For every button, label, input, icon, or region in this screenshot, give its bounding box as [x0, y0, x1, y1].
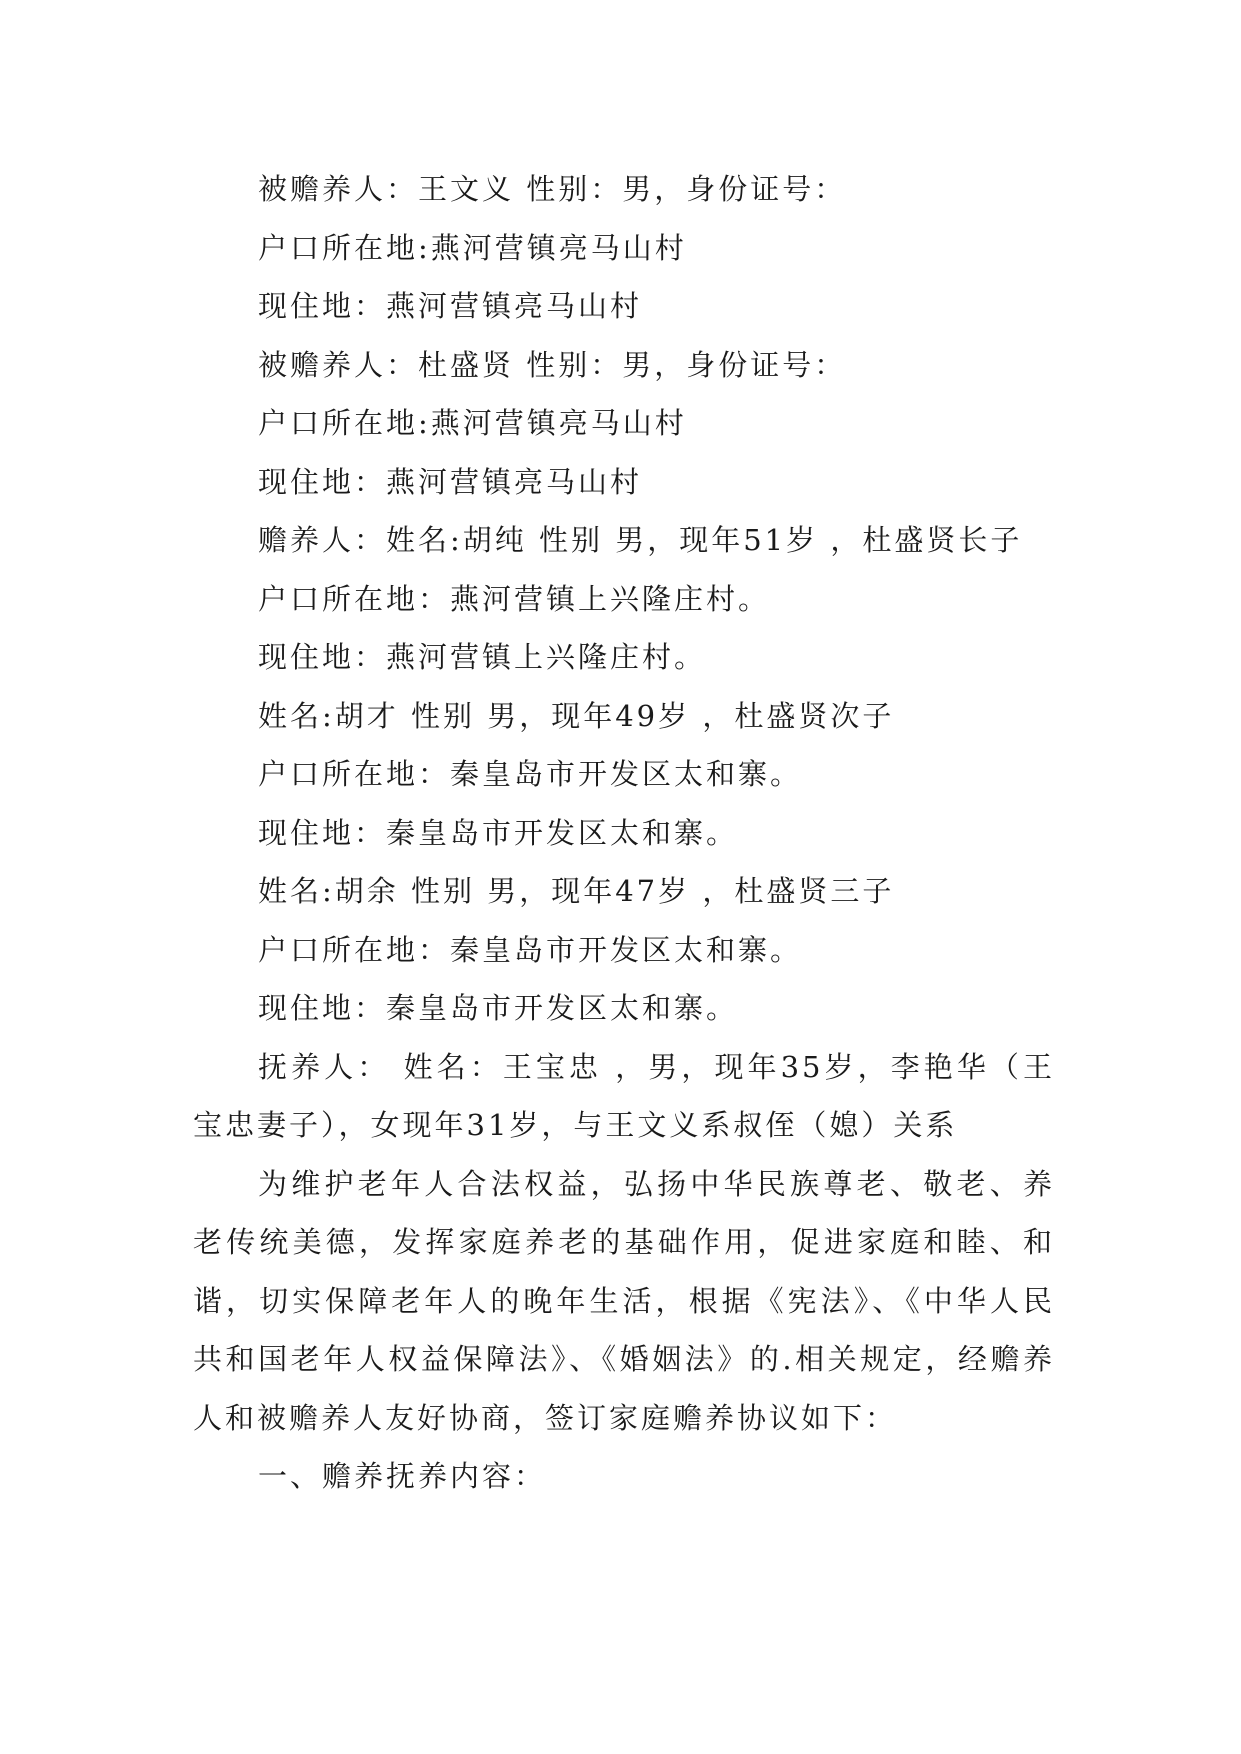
- supporter-1-paragraph: 赡养人：姓名:胡纯 性别 男，现年51岁 ，杜盛贤长子: [258, 523, 1023, 557]
- supporter-1-hukou: 户口所在地：燕河营镇上兴隆庄村。: [258, 581, 771, 616]
- dependent-2-residence: 现住地：燕河营镇亮马山村: [258, 464, 643, 499]
- dependent-1-residence: 现住地：燕河营镇亮马山村: [258, 289, 643, 323]
- document-body: [193, 160, 1055, 1506]
- supporter-3-line: 姓名:胡余 性别 男，现年47岁 ，杜盛贤三子: [258, 874, 895, 908]
- supporter-1-residence: 现住地：燕河营镇上兴隆庄村。: [258, 640, 707, 674]
- supporter-3-residence: 现住地：秦皇岛市开发区太和寨。: [258, 991, 739, 1025]
- supporter-2-line: 姓名:胡才 性别 男，现年49岁 ，杜盛贤次子: [258, 698, 895, 733]
- supporter-2-residence: 现住地：秦皇岛市开发区太和寨。: [258, 815, 739, 850]
- foster-paragraph: 抚养人： 姓名：王宝忠 ，男，现年35岁，李艳华（王宝忠妻子），女现年31岁，与王文义系叔侄（媳）关系: [193, 1049, 1055, 1142]
- purpose-paragraph: 为维护老年人合法权益，弘扬中华民族尊老、敬老、养老传统美德，发挥家庭养老的基础作用，促进家庭和睦、和谐，切实保障老年人的晚年生活，根据《宪法》、《中华人民共和国老年人权益保障法》、《婚姻法》的.相关规定，经赡养人和被赡养人友好协商，签订家庭赡养协议如下：: [193, 1166, 1055, 1435]
- dependent-2-hukou: 户口所在地:燕河营镇亮马山村: [258, 406, 687, 440]
- dependent-1-line: 被赡养人：王文义 性别：男，身份证号：: [258, 172, 847, 206]
- supporter-2-hukou: 户口所在地：秦皇岛市开发区太和寨。: [258, 757, 803, 791]
- section-heading-1: 一、赡养抚养内容：: [258, 1459, 547, 1493]
- dependent-1-hukou: 户口所在地:燕河营镇亮马山村: [258, 230, 687, 265]
- dependent-2-line: 被赡养人：杜盛贤 性别：男，身份证号：: [258, 347, 847, 382]
- supporter-3-hukou: 户口所在地：秦皇岛市开发区太和寨。: [258, 932, 803, 967]
